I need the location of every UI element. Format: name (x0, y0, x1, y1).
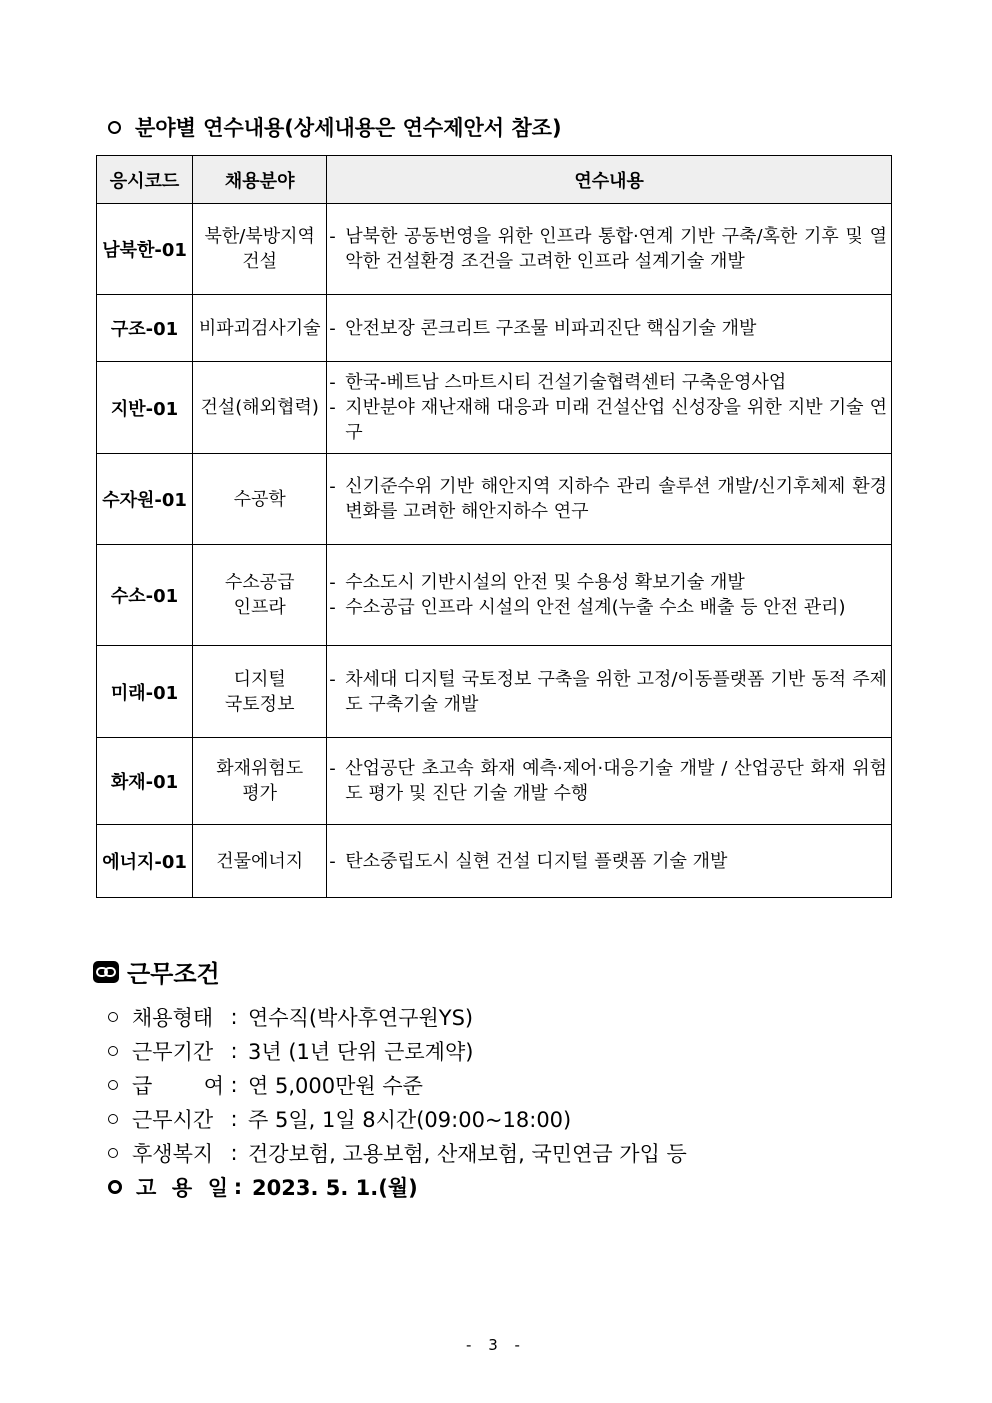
list-item: - 탄소중립도시 실현 건설 디지털 플랫폼 기술 개발 (329, 850, 728, 872)
condition-label (136, 1172, 228, 1202)
table-row (97, 295, 892, 362)
list-item: - 신기준수위 기반 해안지역 지하수 관리 솔루션 개발/신기후체제 환경변화를 고려한 해안지하수 연구 (329, 476, 887, 522)
circle-bullet-icon (108, 1046, 118, 1056)
list-item (108, 1068, 808, 1102)
header-field: 채용분야 (193, 156, 327, 204)
field-cell (193, 362, 327, 454)
field-line: 비파괴검사기술 (198, 317, 321, 339)
field-line: 인프라 (233, 597, 286, 618)
condition-label (132, 1070, 224, 1100)
code-cell: 에너지-01 (97, 825, 193, 898)
list-item (108, 1000, 808, 1034)
list-item: - 남북한 공동번영을 위한 인프라 통합·연계 기반 구축/혹한 기후 및 열악한 건설환경 조건을 고려한 인프라 설계기술 개발 (329, 226, 887, 272)
table-row (97, 362, 892, 454)
list-item (108, 1102, 808, 1136)
code-cell: 화재-01 (97, 738, 193, 825)
condition-label: 근무기간 (132, 1040, 214, 1064)
circle-bullet-icon (108, 1148, 118, 1158)
field-cell (193, 825, 327, 898)
code-cell: 수자원-01 (97, 454, 193, 545)
list-item (108, 1136, 808, 1170)
circle-bullet-icon (108, 121, 121, 134)
table-row (97, 204, 892, 295)
table-row (97, 454, 892, 545)
field-line: 건물에너지 (216, 850, 304, 872)
field-cell (193, 204, 327, 295)
page-number: - 3 - (466, 1336, 526, 1354)
field-cell (193, 646, 327, 738)
colon: : (230, 1073, 238, 1097)
table-header-row (97, 156, 892, 204)
field-line: 건설(해외협력) (200, 397, 319, 418)
field-cell (193, 295, 327, 362)
section-title: 분야별 연수내용(상세내용은 연수제안서 참조) (135, 116, 562, 140)
code-cell: 미래-01 (97, 646, 193, 738)
field-line: 화재위험도 (216, 758, 304, 779)
link-icon (93, 961, 119, 983)
content-cell (327, 825, 892, 898)
table-row (97, 825, 892, 898)
condition-label: 후생복지 (132, 1142, 214, 1166)
section-heading-conditions (93, 954, 220, 989)
field-line: 북한/북방지역 (204, 226, 315, 247)
condition-value: 주 5일, 1일 8시간(09:00~18:00) (248, 1108, 572, 1132)
content-cell (327, 738, 892, 825)
circle-bullet-icon (108, 1012, 118, 1022)
colon: : (230, 1141, 238, 1165)
colon: : (230, 1107, 238, 1131)
table-row (97, 738, 892, 825)
condition-value: 2023. 5. 1.(월) (252, 1176, 418, 1200)
condition-value: 연수직(박사후연구원YS) (248, 1006, 474, 1030)
field-line: 평가 (242, 783, 278, 804)
field-line: 건설 (242, 251, 278, 272)
field-cell (193, 454, 327, 545)
condition-label: 채용형태 (132, 1006, 214, 1030)
field-cell (193, 738, 327, 825)
header-code: 응시코드 (97, 156, 193, 204)
conditions-list (108, 1000, 808, 1204)
list-item: - 안전보장 콘크리트 구조물 비파괴진단 핵심기술 개발 (329, 317, 757, 339)
training-table (96, 155, 892, 898)
condition-label: 근무시간 (132, 1108, 214, 1132)
circle-bullet-icon (108, 1080, 118, 1090)
colon: : (230, 1005, 238, 1029)
content-cell (327, 646, 892, 738)
field-line: 국토정보 (224, 693, 295, 715)
content-cell (327, 362, 892, 454)
list-item: - 수소공급 인프라 시설의 안전 설계(누출 수소 배출 등 안전 관리) (329, 597, 846, 618)
list-item: - 한국-베트남 스마트시티 건설기술협력센터 구축운영사업 (329, 372, 787, 393)
list-item: - 차세대 디지털 국토정보 구축을 위한 고정/이동플랫폼 기반 동적 주제도 구축기술 개발 (329, 668, 887, 715)
section-heading-training (108, 112, 562, 142)
colon: : (233, 1175, 243, 1199)
label-part: 일 (207, 1176, 228, 1200)
circle-bullet-icon (108, 1180, 122, 1194)
table-row (97, 545, 892, 646)
code-cell: 남북한-01 (97, 204, 193, 295)
content-cell (327, 545, 892, 646)
condition-value: 건강보험, 고용보험, 산재보험, 국민연금 가입 등 (248, 1142, 687, 1166)
list-item: - 지반분야 재난재해 대응과 미래 건설산업 신성장을 위한 지반 기술 연구 (329, 397, 887, 443)
label-part: 고 (136, 1176, 157, 1200)
label-part: 여 (203, 1074, 224, 1098)
header-content: 연수내용 (327, 156, 892, 204)
content-cell (327, 454, 892, 545)
condition-value: 연 5,000만원 수준 (248, 1074, 423, 1098)
section-title: 근무조건 (127, 960, 220, 988)
list-item (108, 1170, 808, 1204)
label-part: 급 (132, 1074, 153, 1098)
list-item (108, 1034, 808, 1068)
list-item: - 수소도시 기반시설의 안전 및 수용성 확보기술 개발 (329, 572, 745, 593)
field-cell (193, 545, 327, 646)
label-part: 용 (171, 1176, 193, 1200)
list-item: - 산업공단 초고속 화재 예측·제어·대응기술 개발 / 산업공단 화재 위험도 평가 및 진단 기술 개발 수행 (329, 758, 887, 804)
code-cell: 구조-01 (97, 295, 193, 362)
condition-value: 3년 (1년 단위 근로계약) (248, 1040, 474, 1064)
field-line: 디지털 (233, 668, 286, 690)
colon: : (230, 1039, 238, 1063)
field-line: 수소공급 (224, 572, 295, 593)
content-cell (327, 204, 892, 295)
code-cell: 지반-01 (97, 362, 193, 454)
field-line: 수공학 (233, 488, 286, 510)
circle-bullet-icon (108, 1114, 118, 1124)
table-row (97, 646, 892, 738)
code-cell: 수소-01 (97, 545, 193, 646)
content-cell (327, 295, 892, 362)
